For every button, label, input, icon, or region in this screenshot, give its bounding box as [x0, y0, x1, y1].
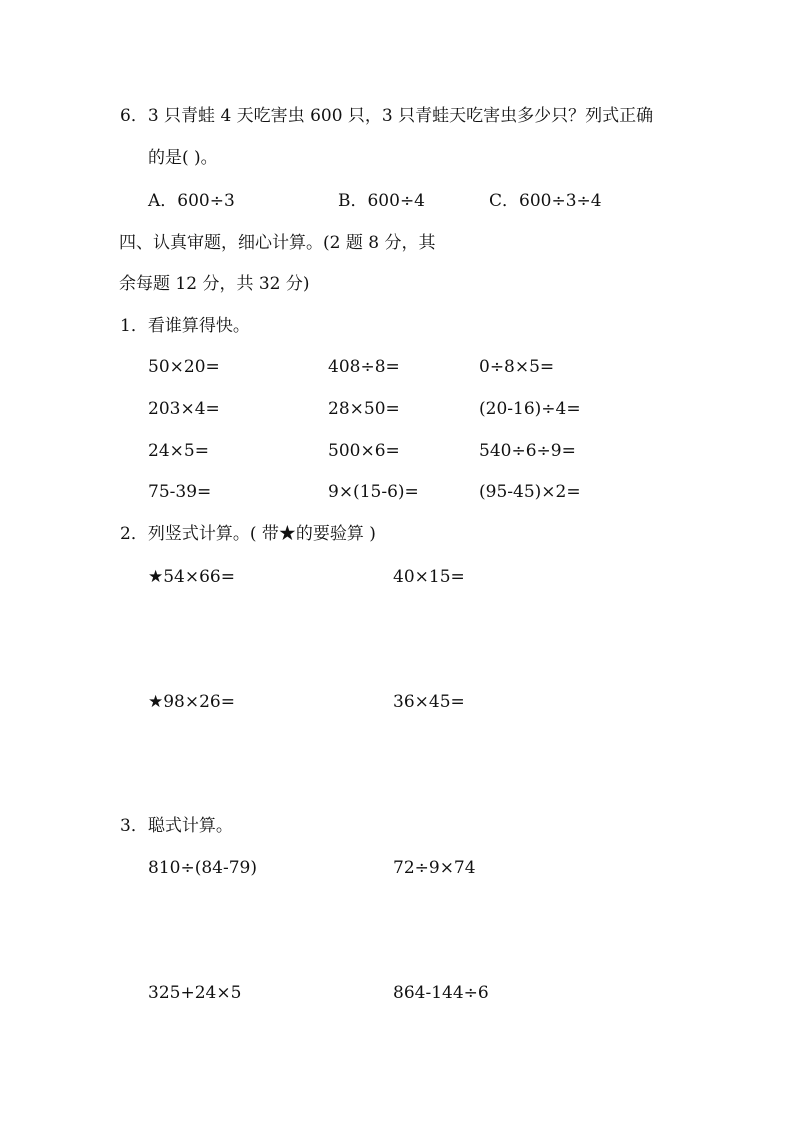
vertical-calc-item: ★98×26= — [148, 692, 235, 712]
step-calc-item: 72÷9×74 — [393, 858, 476, 878]
calc-item: 9×(15-6)= — [328, 482, 419, 502]
calc-item: 50×20= — [148, 357, 220, 377]
question-6-option-a: A．600÷3 — [148, 191, 235, 211]
part-1-title: 1．看谁算得快。 — [120, 316, 250, 336]
step-calc-item: 864-144÷6 — [393, 983, 489, 1003]
part-2-title: 2．列竖式计算。( 带★的要验算 ) — [120, 524, 376, 544]
vertical-calc-item: 36×45= — [393, 692, 465, 712]
calc-item: 75-39= — [148, 482, 212, 502]
section-4-title-line-1: 四、认真审题，细心计算。(2 题 8 分，其 — [119, 233, 436, 253]
vertical-calc-item: 40×15= — [393, 567, 465, 587]
question-6-option-c: C．600÷3÷4 — [489, 191, 602, 211]
calc-item: 500×6= — [328, 441, 400, 461]
question-6-answer-blank: 的是( )。 — [148, 148, 218, 168]
step-calc-item: 325+24×5 — [148, 983, 242, 1003]
calc-item: 0÷8×5= — [479, 357, 555, 377]
vertical-calc-item: ★54×66= — [148, 567, 235, 587]
calc-item: (95-45)×2= — [479, 482, 581, 502]
calc-item: 28×50= — [328, 399, 400, 419]
calc-item: 203×4= — [148, 399, 220, 419]
section-4-title-line-2: 余每题 12 分，共 32 分) — [119, 274, 310, 294]
part-3-title: 3．聪式计算。 — [120, 816, 233, 836]
calc-item: 24×5= — [148, 441, 209, 461]
calc-item: 408÷8= — [328, 357, 400, 377]
calc-item: 540÷6÷9= — [479, 441, 576, 461]
step-calc-item: 810÷(84-79) — [148, 858, 257, 878]
calc-item: (20-16)÷4= — [479, 399, 581, 419]
question-6-text: 6．3 只青蛙 4 天吃害虫 600 只，3 只青蛙天吃害虫多少只？列式正确 — [120, 106, 654, 126]
question-6-option-b: B．600÷4 — [338, 191, 426, 211]
